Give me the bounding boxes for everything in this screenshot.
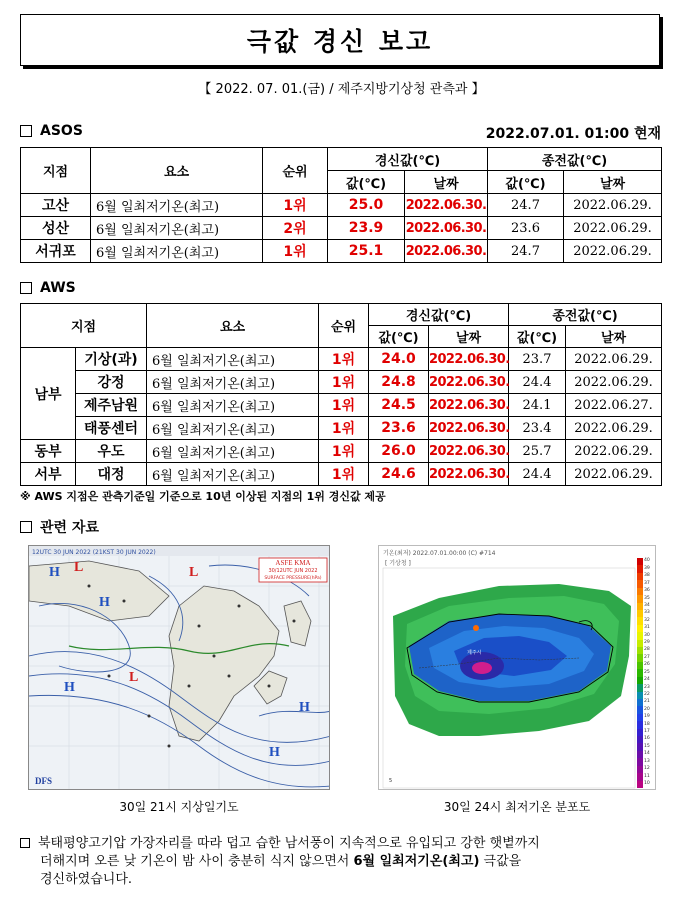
old-value-cell: 25.7 <box>509 440 566 463</box>
scale-label: 34 <box>644 602 650 608</box>
old-date-cell: 2022.06.29. <box>564 240 662 263</box>
scale-swatch <box>637 684 643 691</box>
region-name: 서부 <box>21 463 76 486</box>
new-value-cell: 24.8 <box>369 371 429 394</box>
old-date-cell: 2022.06.29. <box>564 194 662 217</box>
rank-cell: 1위 <box>319 348 369 371</box>
scale-swatch <box>637 669 643 676</box>
aws-col-old-value: 값(℃) <box>509 326 566 348</box>
station-name: 대정 <box>76 463 147 486</box>
figure1-caption: 30일 21시 지상일기도 <box>119 800 239 814</box>
scale-label: 31 <box>644 625 650 631</box>
new-value-cell: 26.0 <box>369 440 429 463</box>
station-name: 강정 <box>76 371 147 394</box>
table-row <box>21 240 662 263</box>
aws-header-row <box>21 304 662 326</box>
scale-label: 10 <box>644 780 650 786</box>
scale-step <box>637 565 655 572</box>
old-date-cell: 2022.06.29. <box>564 217 662 240</box>
scale-step <box>637 706 655 713</box>
scale-label: 32 <box>644 617 650 623</box>
scale-step <box>637 647 655 654</box>
scale-step <box>637 595 655 602</box>
checkbox-square-icon <box>20 125 32 137</box>
scale-swatch <box>637 699 643 706</box>
surface-weather-chart-graphic <box>29 546 330 790</box>
element-cell: 6월 일최저기온(최고) <box>91 240 263 263</box>
scale-swatch <box>637 647 643 654</box>
checkbox-square-icon <box>20 521 32 533</box>
scale-step <box>637 573 655 580</box>
scale-step <box>637 714 655 721</box>
scale-swatch <box>637 632 643 639</box>
scale-swatch <box>637 721 643 728</box>
new-date-cell: 2022.06.30. <box>429 440 509 463</box>
surface-weather-chart <box>28 545 330 790</box>
new-date-cell: 2022.06.30. <box>405 194 488 217</box>
station-name: 우도 <box>76 440 147 463</box>
scale-label: 29 <box>644 640 650 646</box>
new-value-cell: 25.1 <box>328 240 405 263</box>
scale-swatch <box>637 766 643 773</box>
scale-label: 36 <box>644 588 650 594</box>
scale-step <box>637 588 655 595</box>
asos-col-old-group: 종전값(℃) <box>488 148 662 171</box>
scale-swatch <box>637 662 643 669</box>
svg-text:H: H <box>269 745 280 760</box>
scale-step <box>637 758 655 765</box>
aws-col-new-date: 날짜 <box>429 326 509 348</box>
old-date-cell: 2022.06.27. <box>566 394 662 417</box>
scale-step <box>637 736 655 743</box>
asos-heading-label: ASOS <box>40 123 83 139</box>
conclusion-text <box>20 835 665 889</box>
old-value-cell: 23.7 <box>509 348 566 371</box>
scale-swatch <box>637 773 643 780</box>
scale-label: 30 <box>644 632 650 638</box>
station-name: 기상(과) <box>76 348 147 371</box>
asos-col-new-date: 날짜 <box>405 171 488 194</box>
scale-label: 12 <box>644 766 650 772</box>
asos-col-new-group: 경신값(℃) <box>328 148 488 171</box>
scale-step <box>637 603 655 610</box>
svg-text:L: L <box>129 670 139 685</box>
chart-stamp-line: SURFACE PRESSURE(hPa) <box>264 576 322 581</box>
svg-text:L: L <box>189 565 199 580</box>
scale-step <box>637 677 655 684</box>
svg-text:H: H <box>299 700 310 715</box>
scale-step <box>637 766 655 773</box>
scale-label: 16 <box>644 736 650 742</box>
scale-swatch <box>637 692 643 699</box>
element-cell: 6월 일최저기온(최고) <box>147 417 319 440</box>
scale-label: 15 <box>644 743 650 749</box>
aws-col-new-group: 경신값(℃) <box>369 304 509 326</box>
aws-footnote: ※ AWS 지점은 관측기준일 기준으로 10년 이상된 지점의 1위 경신값 제공 <box>20 490 386 503</box>
scale-step <box>637 580 655 587</box>
aws-heading <box>20 280 76 296</box>
station-name: 서귀포 <box>21 240 91 263</box>
element-cell: 6월 일최저기온(최고) <box>147 463 319 486</box>
svg-text:H: H <box>99 595 110 610</box>
report-subtitle: 【 2022. 07. 01.(금) / 제주지방기상청 관측과 】 <box>198 82 485 97</box>
scale-step <box>637 625 655 632</box>
scale-swatch <box>637 610 643 617</box>
chart-header-text: 12UTC 30 JUN 2022 (21KST 30 JUN 2022) <box>32 549 156 556</box>
station-name: 태풍센터 <box>76 417 147 440</box>
scale-step <box>637 729 655 736</box>
scale-label: 33 <box>644 610 650 616</box>
svg-text:H: H <box>64 680 75 695</box>
new-value-cell: 25.0 <box>328 194 405 217</box>
element-cell: 6월 일최저기온(최고) <box>91 217 263 240</box>
scale-swatch <box>637 729 643 736</box>
conclusion-line-3: 경신하였습니다. <box>40 872 133 887</box>
new-date-cell: 2022.06.30. <box>429 463 509 486</box>
new-date-cell: 2022.06.30. <box>429 394 509 417</box>
scale-label: 26 <box>644 662 650 668</box>
scale-label: 27 <box>644 654 650 660</box>
report-title: 극값 경신 보고 <box>246 27 434 56</box>
checkbox-square-icon <box>20 838 30 848</box>
new-date-cell: 2022.06.30. <box>429 417 509 440</box>
chart-corner-label: DFS <box>35 776 53 786</box>
scale-swatch <box>637 565 643 572</box>
map-place-label: 제주시 <box>467 650 482 656</box>
scale-label: 18 <box>644 721 650 727</box>
old-value-cell: 24.1 <box>509 394 566 417</box>
new-date-cell: 2022.06.30. <box>405 217 488 240</box>
rank-cell: 1위 <box>319 417 369 440</box>
old-value-cell: 24.7 <box>488 240 564 263</box>
aws-col-old-date: 날짜 <box>566 326 662 348</box>
asos-col-element: 요소 <box>91 148 263 194</box>
scale-swatch <box>637 751 643 758</box>
asos-col-station: 지점 <box>21 148 91 194</box>
element-cell: 6월 일최저기온(최고) <box>147 371 319 394</box>
table-row <box>21 194 662 217</box>
rank-cell: 1위 <box>263 240 328 263</box>
scale-label: 28 <box>644 647 650 653</box>
element-cell: 6월 일최저기온(최고) <box>147 440 319 463</box>
new-date-cell: 2022.06.30. <box>405 240 488 263</box>
svg-text:H: H <box>49 565 60 580</box>
svg-text:5: 5 <box>389 778 393 784</box>
new-value-cell: 24.6 <box>369 463 429 486</box>
scale-label: 11 <box>644 773 650 779</box>
table-row <box>21 394 662 417</box>
scale-step <box>637 632 655 639</box>
scale-label: 25 <box>644 669 650 675</box>
scale-label: 24 <box>644 677 650 683</box>
region-name: 동부 <box>21 440 76 463</box>
scale-swatch <box>637 595 643 602</box>
old-date-cell: 2022.06.29. <box>566 348 662 371</box>
scale-step <box>637 640 655 647</box>
new-date-cell: 2022.06.30. <box>429 348 509 371</box>
scale-swatch <box>637 625 643 632</box>
temperature-color-scale <box>637 558 655 788</box>
aws-col-element: 요소 <box>147 304 319 348</box>
scale-step <box>637 617 655 624</box>
element-cell: 6월 일최저기온(최고) <box>91 194 263 217</box>
scale-step <box>637 669 655 676</box>
old-value-cell: 23.6 <box>488 217 564 240</box>
chart-stamp-line: 30/12UTC JUN 2022 <box>268 568 318 574</box>
old-value-cell: 24.4 <box>509 371 566 394</box>
scale-step <box>637 654 655 661</box>
scale-step <box>637 692 655 699</box>
asos-col-new-value: 값(℃) <box>328 171 405 194</box>
aws-col-new-value: 값(℃) <box>369 326 429 348</box>
new-value-cell: 24.0 <box>369 348 429 371</box>
scale-swatch <box>637 758 643 765</box>
scale-swatch <box>637 781 643 788</box>
scale-label: 22 <box>644 691 650 697</box>
station-name: 제주남원 <box>76 394 147 417</box>
scale-label: 20 <box>644 706 650 712</box>
scale-step <box>637 684 655 691</box>
scale-step <box>637 662 655 669</box>
asos-heading <box>20 123 83 139</box>
scale-swatch <box>637 558 643 565</box>
scale-label: 35 <box>644 595 650 601</box>
table-row <box>21 417 662 440</box>
scale-swatch <box>637 617 643 624</box>
scale-swatch <box>637 640 643 647</box>
aws-col-station: 지점 <box>21 304 147 348</box>
table-row <box>21 217 662 240</box>
related-heading-label: 관련 자료 <box>40 520 99 536</box>
table-row <box>21 348 662 371</box>
scale-label: 39 <box>644 565 650 571</box>
asos-col-rank: 순위 <box>263 148 328 194</box>
aws-col-old-group: 종전값(℃) <box>509 304 662 326</box>
scale-label: 14 <box>644 751 650 757</box>
scale-label: 19 <box>644 714 650 720</box>
scale-swatch <box>637 714 643 721</box>
scale-swatch <box>637 743 643 750</box>
temperature-map-graphic <box>379 546 656 790</box>
rank-cell: 1위 <box>319 440 369 463</box>
old-value-cell: 23.4 <box>509 417 566 440</box>
region-name: 남부 <box>21 348 76 440</box>
element-cell: 6월 일최저기온(최고) <box>147 394 319 417</box>
scale-swatch <box>637 677 643 684</box>
old-date-cell: 2022.06.29. <box>566 440 662 463</box>
new-value-cell: 23.6 <box>369 417 429 440</box>
related-heading <box>20 517 99 537</box>
scale-label: 21 <box>644 699 650 705</box>
rank-cell: 2위 <box>263 217 328 240</box>
scale-label: 13 <box>644 758 650 764</box>
scale-step <box>637 781 655 788</box>
scale-label: 40 <box>644 558 650 564</box>
scale-swatch <box>637 736 643 743</box>
scale-label: 37 <box>644 580 650 586</box>
temperature-distribution-map <box>378 545 656 790</box>
aws-col-rank: 순위 <box>319 304 369 348</box>
chart-stamp-line: ASFE KMA <box>275 559 311 567</box>
scale-step <box>637 558 655 565</box>
scale-swatch <box>637 573 643 580</box>
asos-timestamp: 2022.07.01. 01:00 현재 <box>485 126 661 142</box>
scale-step <box>637 699 655 706</box>
scale-step <box>637 743 655 750</box>
element-cell: 6월 일최저기온(최고) <box>147 348 319 371</box>
checkbox-square-icon <box>20 282 32 294</box>
map-header-text: 기온(최저) 2022.07.01.00:00 (C) #714 <box>383 550 496 557</box>
rank-cell: 1위 <box>319 463 369 486</box>
rank-cell: 1위 <box>319 394 369 417</box>
scale-swatch <box>637 603 643 610</box>
scale-swatch <box>637 580 643 587</box>
conclusion-highlight: 6월 일최저기온(최고) <box>353 854 480 869</box>
figure2-caption: 30일 24시 최저기온 분포도 <box>443 800 591 814</box>
station-name: 성산 <box>21 217 91 240</box>
asos-col-old-date: 날짜 <box>564 171 662 194</box>
old-value-cell: 24.4 <box>509 463 566 486</box>
scale-label: 17 <box>644 729 650 735</box>
old-date-cell: 2022.06.29. <box>566 371 662 394</box>
report-title-box <box>20 14 660 66</box>
scale-swatch <box>637 588 643 595</box>
asos-table <box>20 147 662 263</box>
scale-label: 23 <box>644 684 650 690</box>
conclusion-line-1: 북태평양고기압 가장자리를 따라 덥고 습한 남서풍이 지속적으로 유입되고 강한 햇볕까지 <box>38 836 540 851</box>
new-date-cell: 2022.06.30. <box>429 371 509 394</box>
table-row <box>21 463 662 486</box>
old-value-cell: 24.7 <box>488 194 564 217</box>
old-date-cell: 2022.06.29. <box>566 417 662 440</box>
scale-swatch <box>637 706 643 713</box>
rank-cell: 1위 <box>319 371 369 394</box>
svg-text:L: L <box>74 560 84 575</box>
scale-step <box>637 773 655 780</box>
scale-label: 38 <box>644 573 650 579</box>
scale-swatch <box>637 654 643 661</box>
station-name: 고산 <box>21 194 91 217</box>
scale-step <box>637 610 655 617</box>
asos-header-row <box>21 148 662 171</box>
asos-col-old-value: 값(℃) <box>488 171 564 194</box>
table-row <box>21 371 662 394</box>
conclusion-line-2-pre: 더해지며 오른 낮 기온이 밤 사이 충분히 식지 않으면서 <box>40 854 354 869</box>
map-tag-text: [ 기상청 ] <box>385 560 411 567</box>
scale-step <box>637 721 655 728</box>
scale-step <box>637 751 655 758</box>
conclusion-line-2-post: 극값을 <box>479 854 522 869</box>
table-row <box>21 440 662 463</box>
aws-table <box>20 303 662 486</box>
new-value-cell: 24.5 <box>369 394 429 417</box>
rank-cell: 1위 <box>263 194 328 217</box>
old-date-cell: 2022.06.29. <box>566 463 662 486</box>
new-value-cell: 23.9 <box>328 217 405 240</box>
aws-heading-label: AWS <box>40 280 76 296</box>
